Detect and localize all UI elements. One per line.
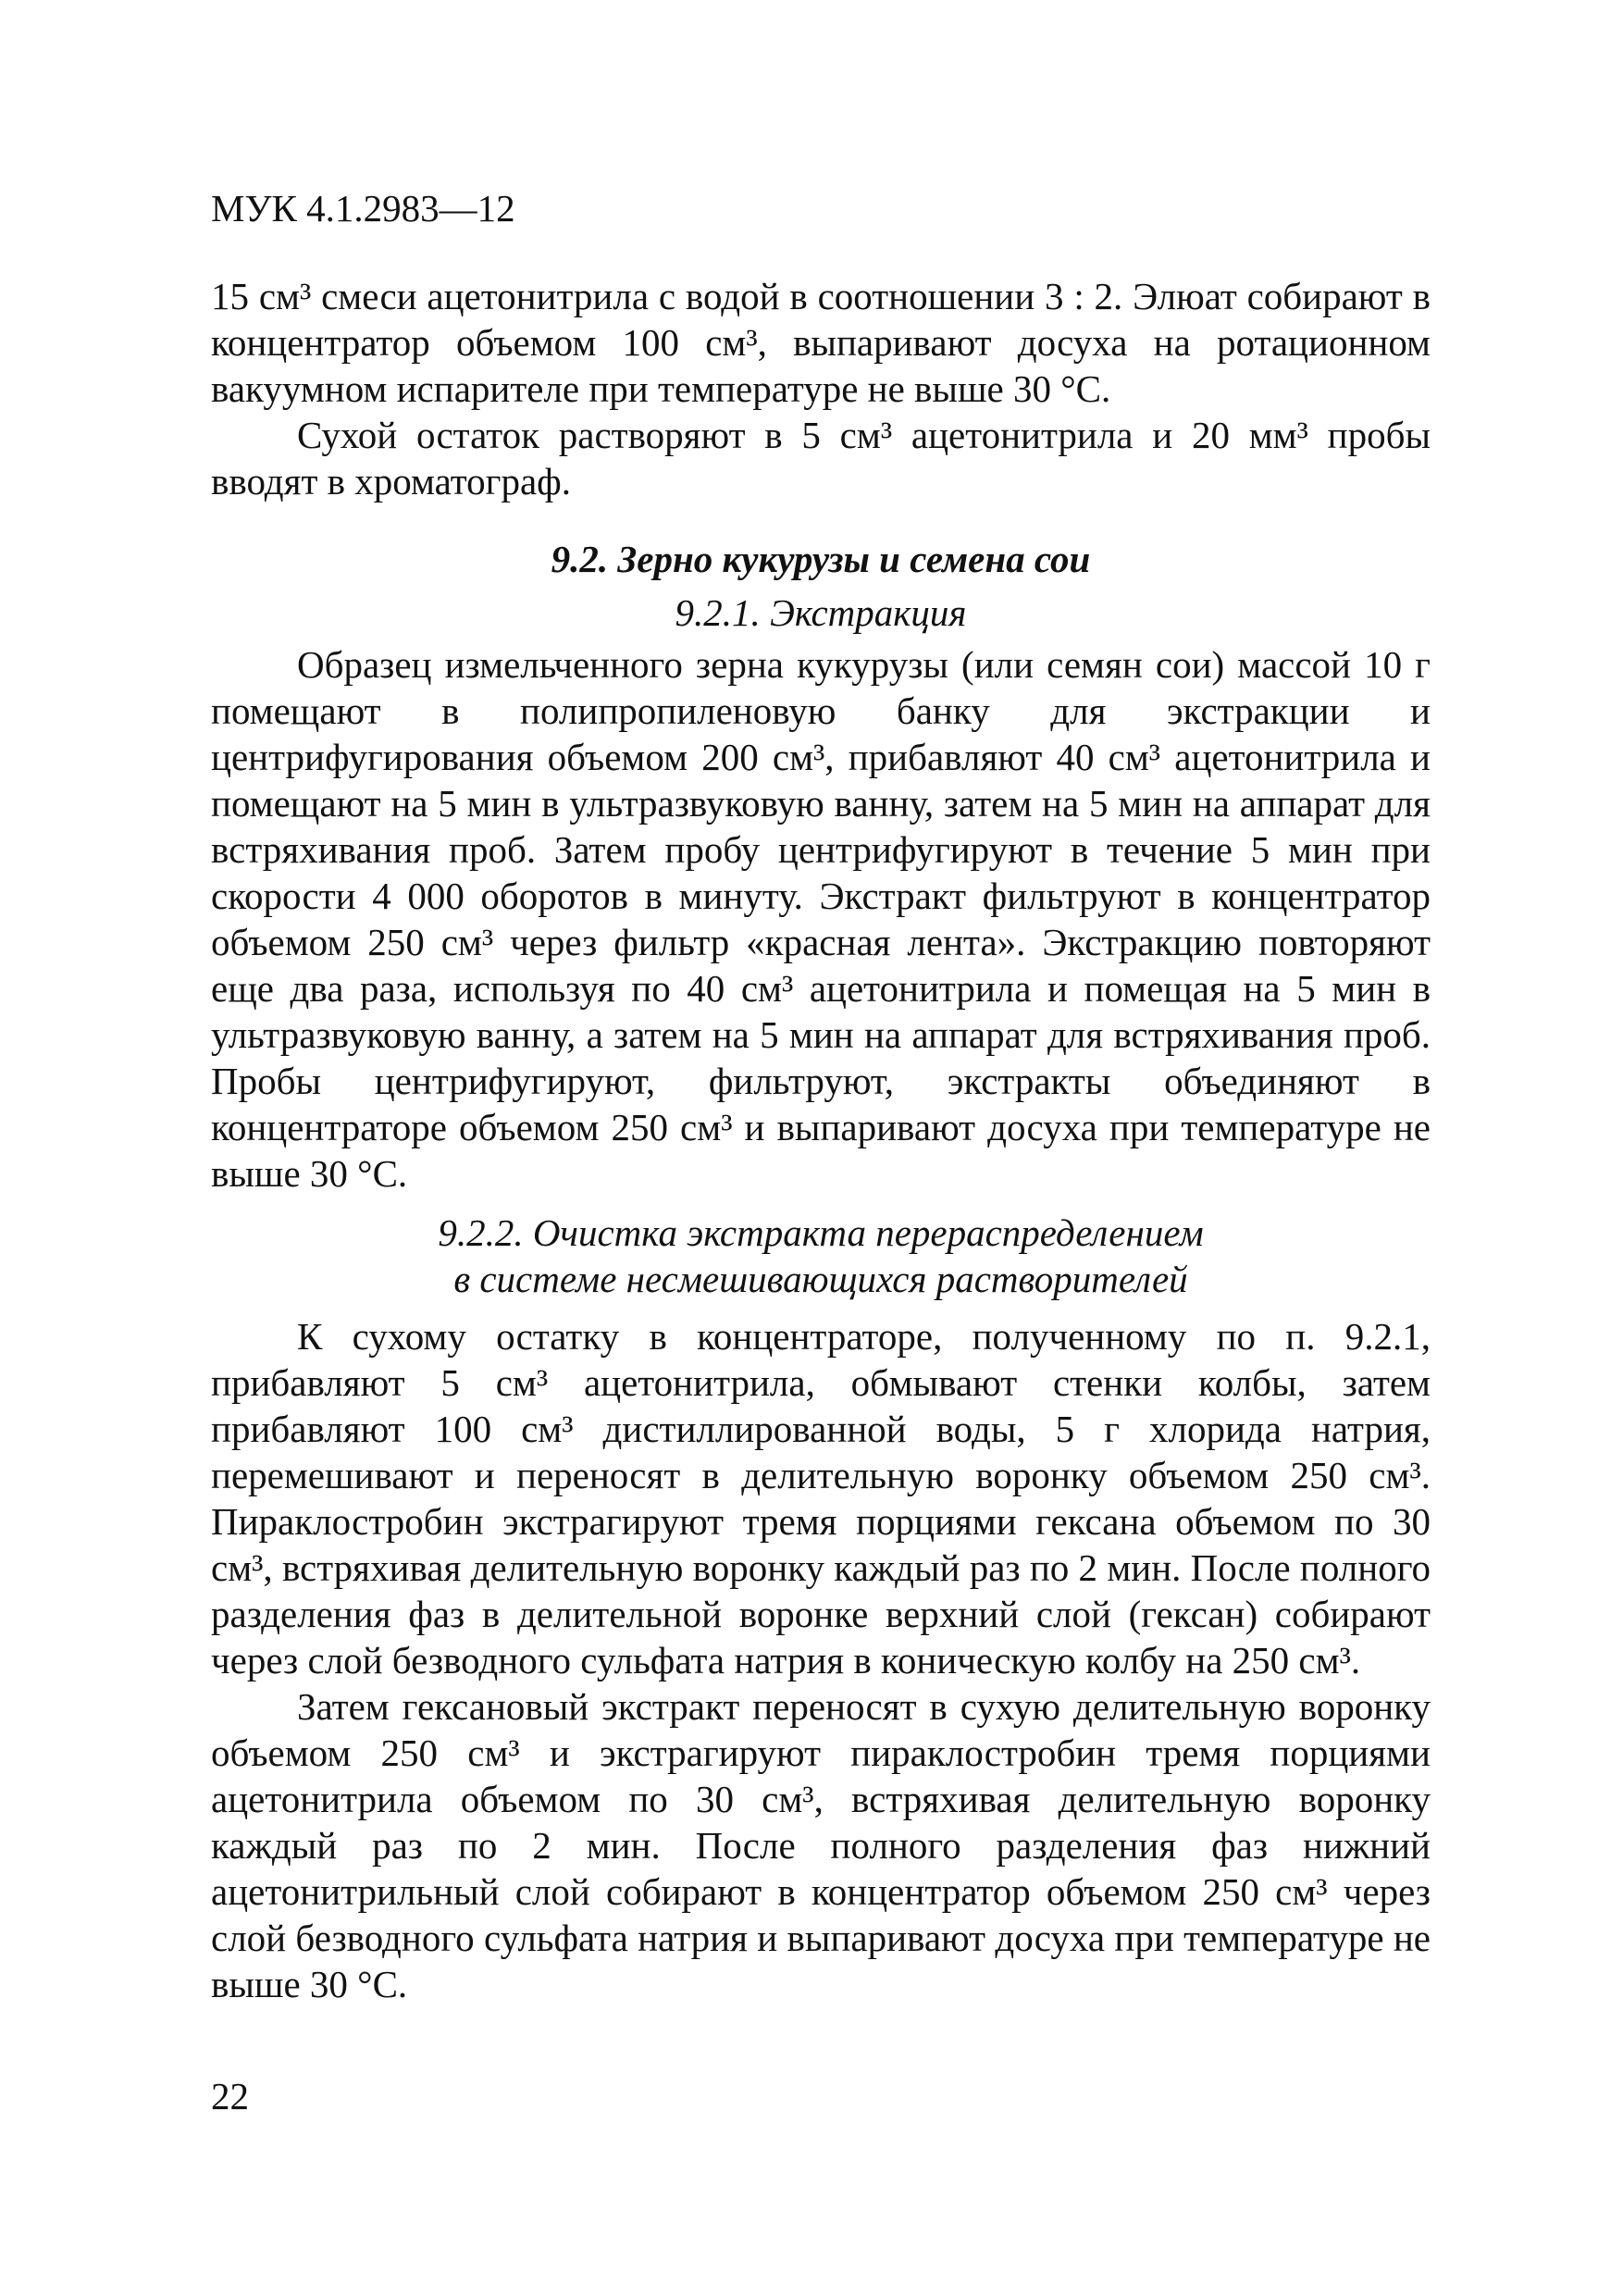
subsection-heading-9-2-1: 9.2.1. Экстракция (675, 591, 967, 634)
section-heading-9-2: 9.2. Зерно кукурузы и семена сои (551, 538, 1091, 580)
paragraph-dry-residue: Сухой остаток растворяют в 5 см³ ацетонитрила и 20 мм³ пробы вводят в хроматограф. (211, 414, 1431, 503)
document-body (211, 273, 1431, 2007)
paragraph-extraction: Образец измельченного зерна кукурузы (или семян сои) массой 10 г помещают в полипропиленовую банку для экстракции и центрифугирования объемом 200 см³, прибавляют 40 см³ ацетонитрила и помещают на 5 мин в ультразвуковую ванну, затем на 5 мин на аппарат для встряхивания проб. Затем пробу центрифугируют в течение 5 мин при скорости 4 000 оборотов в минуту. Экстракт фильтруют в концентратор объемом 250 см³ через фильтр «красная лента». Экстракцию повторяют еще два раза, используя по 40 см³ ацетонитрила и помещая на 5 мин в ультразвуковую ванну, а затем на 5 мин на аппарат для встряхивания проб. Пробы центрифугируют, фильтруют, экстракты объединяют в концентраторе объемом 250 см³ и выпаривают досуха при температуре не выше 30 °С. (211, 643, 1431, 1195)
paragraph-cleanup-2: Затем гексановый экстракт переносят в сухую делительную воронку объемом 250 см³ и экстрагируют пираклостробин тремя порциями ацетонитрила объемом по 30 см³, встряхивая делительную воронку каждый раз по 2 мин. После полного разделения фаз нижний ацетонитрильный слой собирают в концентратор объемом 250 см³ через слой безводного сульфата натрия и выпаривают досуха при температуре не выше 30 °С. (211, 1685, 1431, 2005)
paragraph-cleanup-1: К сухому остатку в концентраторе, полученному по п. 9.2.1, прибавляют 5 см³ ацетонитрила, обмывают стенки колбы, затем прибавляют 100 см³ дистиллированной воды, 5 г хлорида натрия, перемешивают и переносят в делительную воронку объемом 250 см³. Пираклостробин экстрагируют тремя порциями гексана объемом по 30 см³, встряхивая делительную воронку каждый раз по 2 мин. После полного разделения фаз в делительной воронке верхний слой (гексан) собирают через слой безводного сульфата натрия в коническую колбу на 250 см³. (211, 1315, 1431, 1682)
document-code-header: МУК 4.1.2983—12 (211, 187, 515, 230)
page-number: 22 (211, 2075, 249, 2117)
paragraph-eluate: 15 см³ смеси ацетонитрила с водой в соотношении 3 : 2. Элюат собирают в концентратор объемом 100 см³, выпаривают досуха на ротационном вакуумном испарителе при температуре не выше 30 °С. (211, 275, 1431, 410)
subsection-heading-9-2-2-line2: в системе несмешивающихся растворителей (453, 1258, 1188, 1300)
subsection-heading-9-2-2 (211, 1210, 1431, 1302)
subsection-heading-9-2-2-line1: 9.2.2. Очистка экстракта перераспределением (438, 1211, 1204, 1254)
